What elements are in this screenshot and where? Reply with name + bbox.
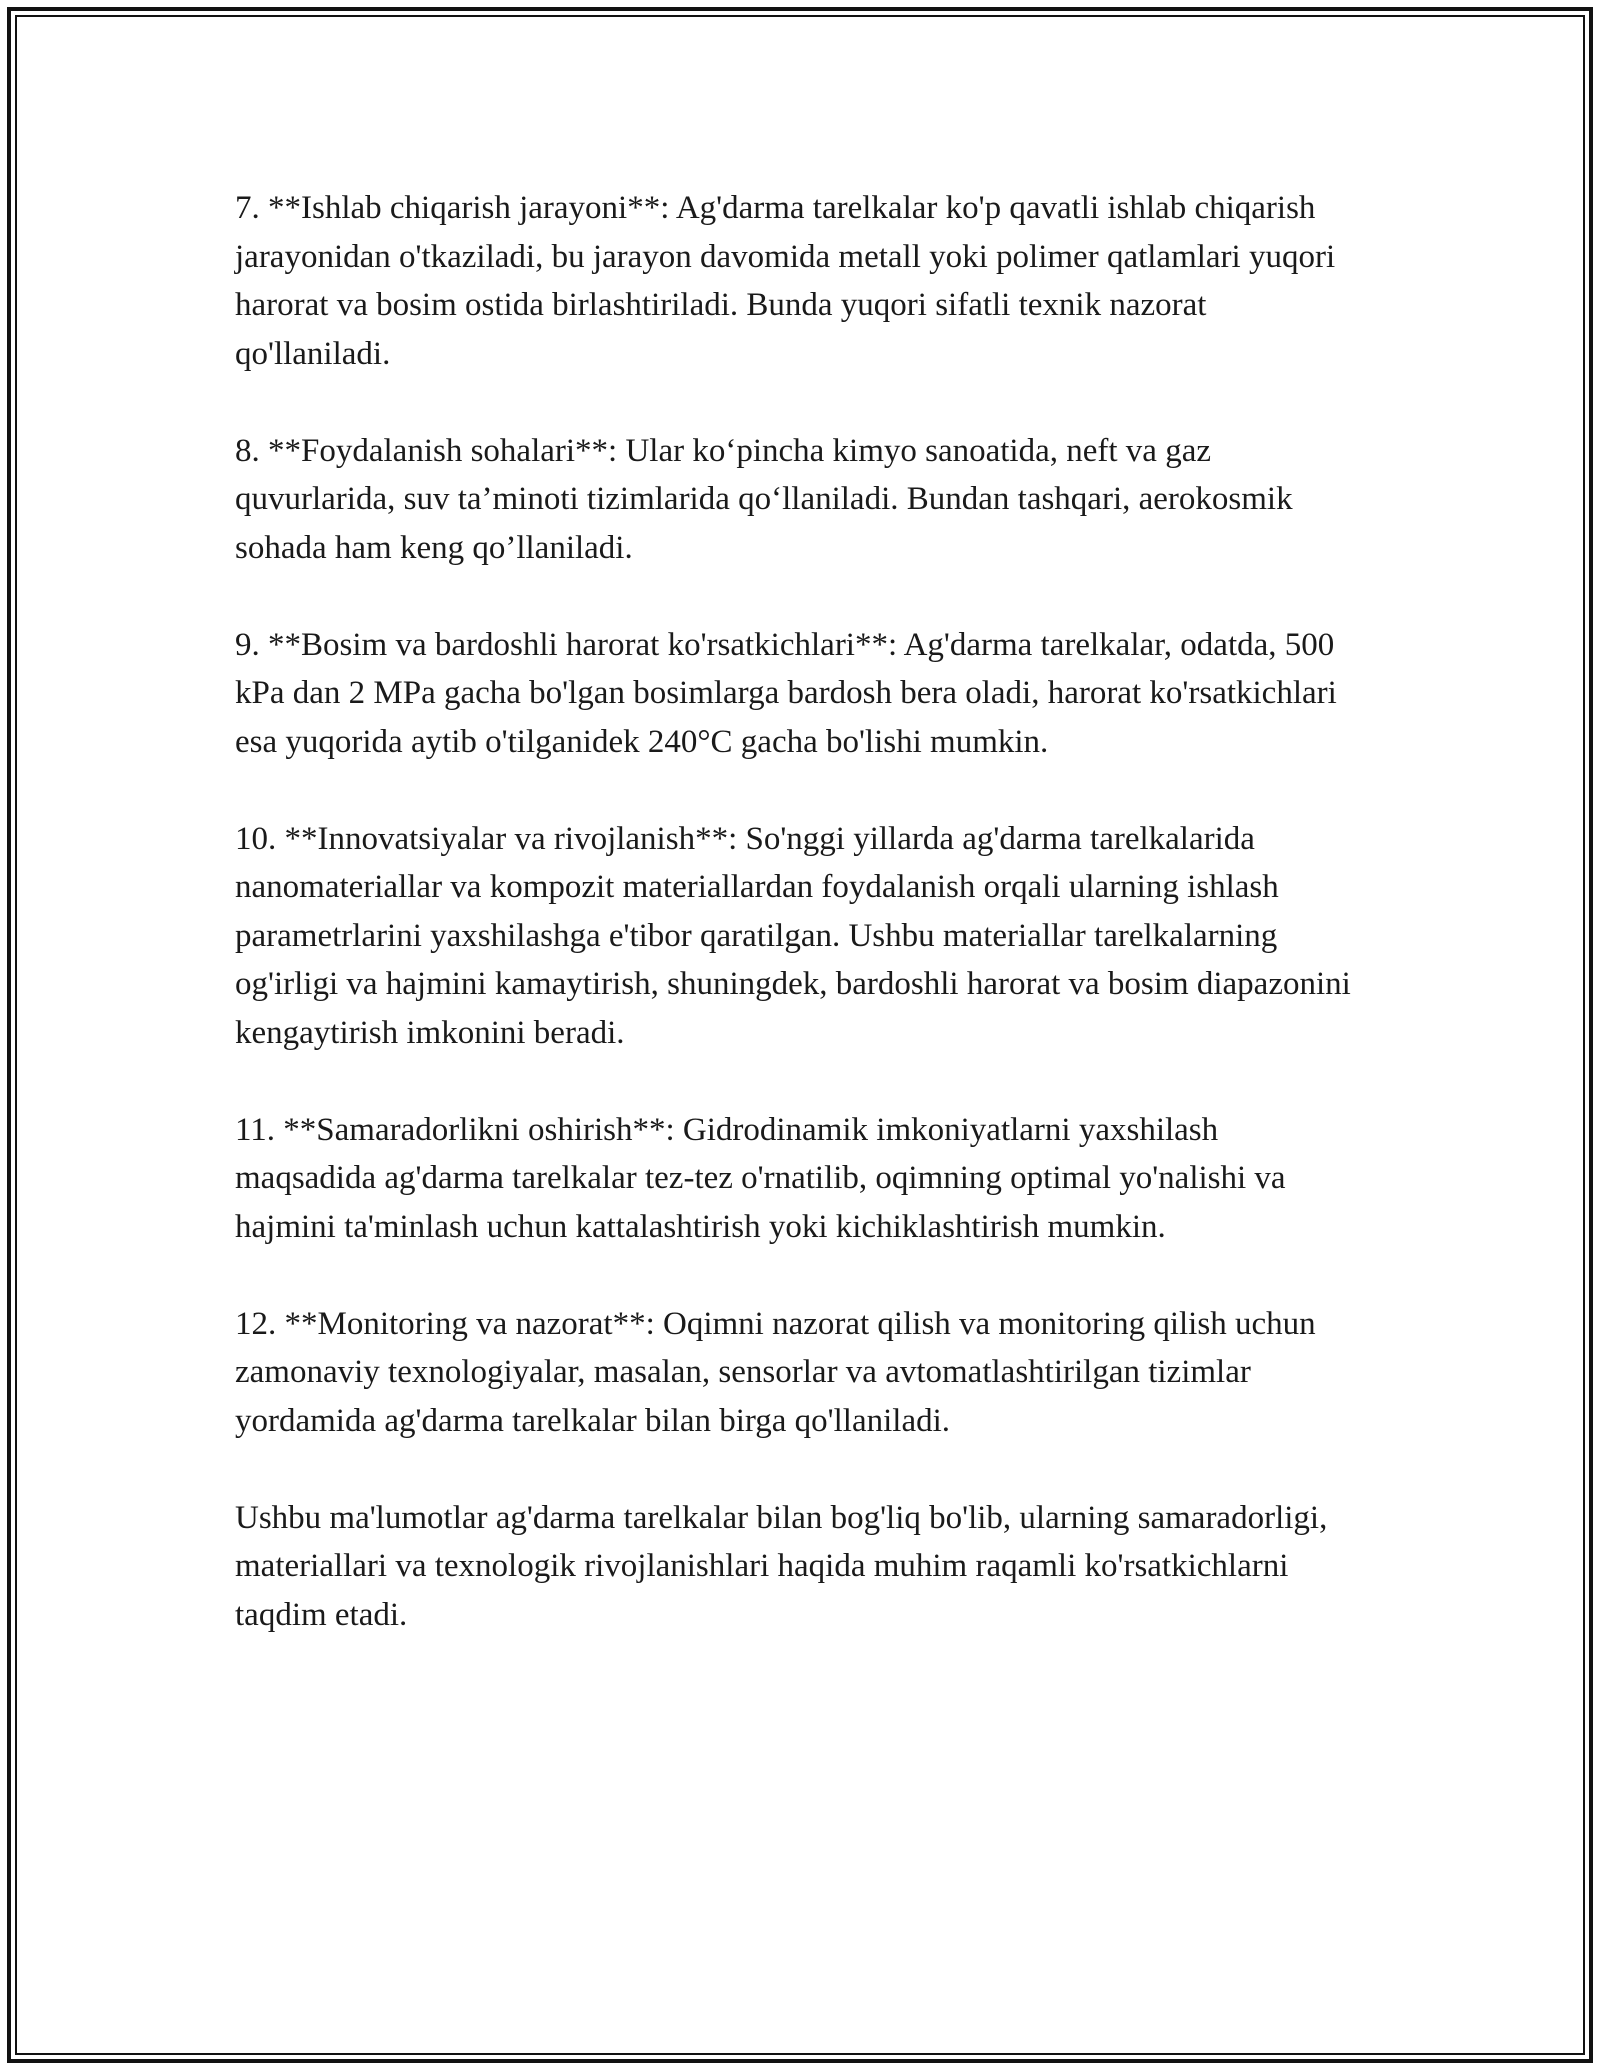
paragraph-item-8: 8. **Foydalanish sohalari**: Ular ko‘pincha kimyo sanoatida, neft va gaz quvurlarida, suv ta’minoti tizimlarida qo‘llaniladi. Bundan tashqari, aerokosmik sohada ham keng qo’llaniladi. xyxy=(235,432,1293,566)
document-body xyxy=(235,184,1365,1688)
paragraph-item-10: 10. **Innovatsiyalar va rivojlanish**: So'nggi yillarda ag'darma tarelkalarida nanomateriallar va kompozit materiallardan foydalanish orqali ularning ishlash parametrlarini yaxshilashga e'tibor qaratilgan. Ushbu materiallar tarelkalarning og'irligi va hajmini kamaytirish, shuningdek, bardoshli harorat va bosim diapazonini kengaytirish imkonini beradi. xyxy=(235,820,1351,1051)
paragraph-item-11: 11. **Samaradorlikni oshirish**: Gidrodinamik imkoniyatlarni yaxshilash maqsadida ag'darma tarelkalar tez-tez o'rnatilib, oqimning optimal yo'nalishi va hajmini ta'minlash uchun kattalashtirish yoki kichiklashtirish mumkin. xyxy=(235,1111,1286,1245)
paragraph-item-7: 7. **Ishlab chiqarish jarayoni**: Ag'darma tarelkalar ko'p qavatli ishlab chiqarish jarayonidan o'tkaziladi, bu jarayon davomida metall yoki polimer qatlamlari yuqori harorat va bosim ostida birlashtiriladi. Bunda yuqori sifatli texnik nazorat qo'llaniladi. xyxy=(235,190,1336,372)
paragraph-item-12: 12. **Monitoring va nazorat**: Oqimni nazorat qilish va monitoring qilish uchun zamonaviy texnologiyalar, masalan, sensorlar va avtomatlashtirilgan tizimlar yordamida ag'darma tarelkalar bilan birga qo'llaniladi. xyxy=(235,1305,1316,1439)
paragraph-item-9: 9. **Bosim va bardoshli harorat ko'rsatkichlari**: Ag'darma tarelkalar, odatda, 500 kPa dan 2 MPa gacha bo'lgan bosimlarga bardosh bera oladi, harorat ko'rsatkichlari esa yuqorida aytib o'tilganidek 240°C gacha bo'lishi mumkin. xyxy=(235,626,1337,760)
paragraph-conclusion: Ushbu ma'lumotlar ag'darma tarelkalar bilan bog'liq bo'lib, ularning samaradorligi, materiallari va texnologik rivojlanishlari haqida muhim raqamli ko'rsatkichlarni taqdim etadi. xyxy=(235,1499,1328,1633)
